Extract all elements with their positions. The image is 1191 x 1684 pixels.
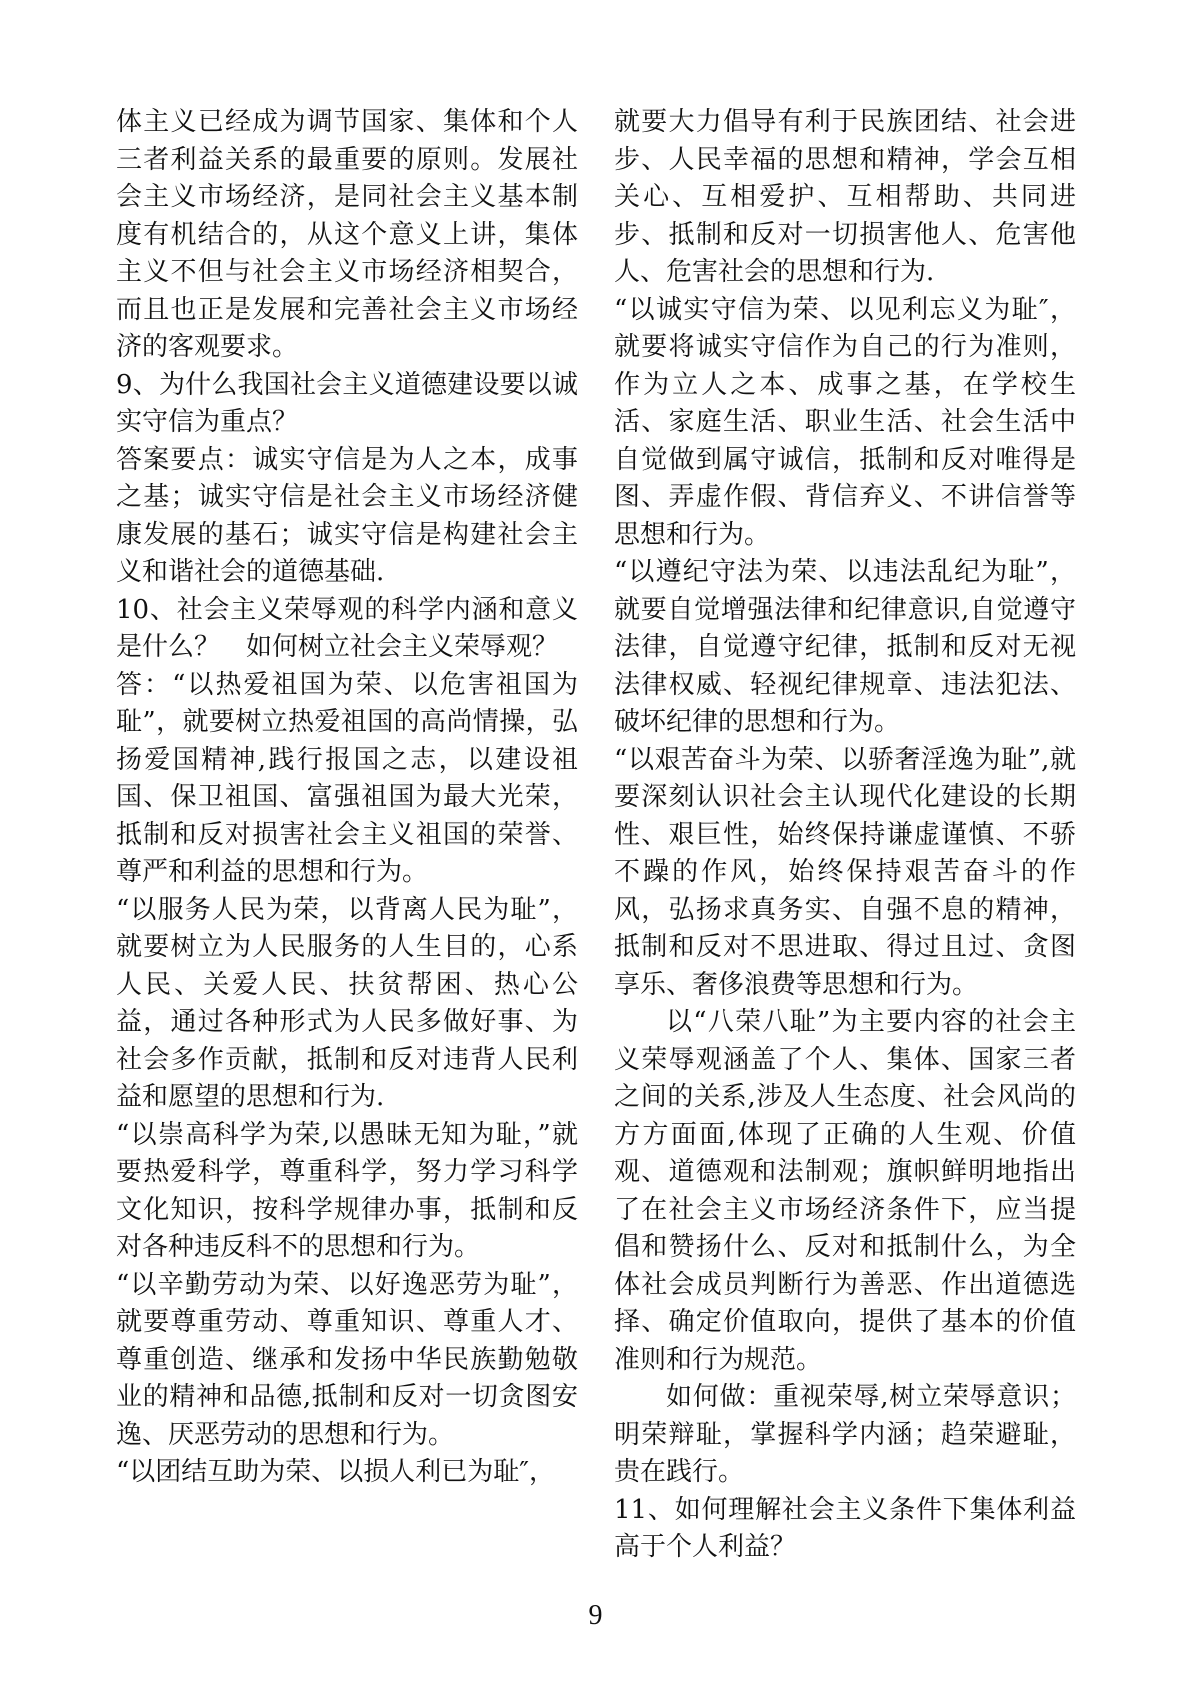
left-column	[116, 104, 578, 1564]
answer-10-science: “以崇高科学为荣,以愚昧无知为耻，”就要热爱科学，尊重科学，努力学习科学文化知识，按科学规律办事，抵制和反对各种违反科不的思想和行为。	[116, 1119, 578, 1262]
answer-10-summary: 以“八荣八耻”为主要内容的社会主义荣辱观涵盖了个人、集体、国家三者之间的关系,涉及人生态度、社会风尚的方方面面,体现了正确的人生观、价值观、道德观和法制观；旗帜鲜明地指出了在社会主义市场经济条件下，应当提倡和赞扬什么、反对和抵制什么，为全体社会成员判断行为善恶、作出道德选择、确定价值取向，提供了基本的价值准则和行为规范。	[614, 1007, 1076, 1375]
answer-10-honesty: “以诚实守信为荣、以见利忘义为耻″，就要将诚实守信作为自己的行为准则，作为立人之本、成事之基，在学校生活、家庭生活、职业生活、社会生活中自觉做到属守诚信，抵制和反对唯得是图、弄虚作假、背信弃义、不讲信誉等思想和行为。	[614, 294, 1076, 550]
answer-10-unity-start: “以团结互助为荣、以损人利已为耻″，	[116, 1457, 556, 1487]
answer-10-law: “以遵纪守法为荣、以违法乱纪为耻”，就要自觉增强法律和纪律意识,自觉遵守法律，自觉遵守纪律，抵制和反对无视法律权威、轻视纪律规章、违法犯法、破坏纪律的思想和行为。	[614, 557, 1076, 737]
question-11: 11、如何理解社会主义条件下集体利益高于个人利益？	[614, 1494, 1076, 1562]
answer-10-unity-continued: 就要大力倡导有利于民族团结、社会进步、人民幸福的思想和精神，学会互相关心、互相爱护、互相帮助、共同进步、抵制和反对一切损害他人、危害他人、危害社会的思想和行为.	[614, 107, 1076, 287]
paragraph-collectivism-continued: 体主义已经成为调节国家、集体和个人三者利益关系的最重要的原则。发展社会主义市场经济，是同社会主义基本制度有机结合的，从这个意义上讲，集体主义不但与社会主义市场经济相契合，而且也正是发展和完善社会主义市场经济的客观要求。	[116, 107, 578, 362]
right-column	[614, 104, 1076, 1564]
answer-10-hard-work: “以艰苦奋斗为荣、以骄奢淫逸为耻”,就要深刻认识社会主认现代化建设的长期性、艰巨性，始终保持谦虚谨慎、不骄不躁的作风，始终保持艰苦奋斗的作风，弘扬求真务实、自强不息的精神，抵制和反对不思进取、得过且过、贪图享乐、奢侈浪费等思想和行为。	[614, 744, 1076, 1000]
page-number: 9	[588, 1600, 603, 1631]
question-10: 10、社会主义荣辱观的科学内涵和意义是什么？ 如何树立社会主义荣辱观？	[116, 594, 578, 662]
answer-10-labor: “以辛勤劳动为荣、以好逸恶劳为耻”，就要尊重劳动、尊重知识、尊重人才、尊重创造、继承和发扬中华民族勤勉敬业的精神和品德,抵制和反对一切贪图安逸、厌恶劳动的思想和行为。	[116, 1269, 578, 1450]
answer-10-serve-people: “以服务人民为荣，以背离人民为耻”，就要树立为人民服务的人生目的，心系人民、关爱人民、扶贫帮困、热心公益，通过各种形式为人民多做好事、为社会多作贡献，抵制和反对违背人民利益和愿望的思想和行为.	[116, 894, 578, 1112]
answer-10-patriotism: 答：“以热爱祖国为荣、以危害祖国为耻”，就要树立热爱祖国的高尚情操，弘扬爱国精神,践行报国之志，以建设祖国、保卫祖国、富强祖国为最大光荣，抵制和反对损害社会主义祖国的荣誉、尊严和利益的思想和行为。	[116, 669, 578, 887]
answer-10-how-to: 如何做：重视荣辱,树立荣辱意识；明荣辩耻，掌握科学内涵；趋荣避耻，贵在践行。	[614, 1382, 1076, 1487]
question-9: 9、为什么我国社会主义道德建设要以诚实守信为重点？	[116, 369, 578, 437]
answer-9: 答案要点：诚实守信是为人之本，成事之基；诚实守信是社会主义市场经济健康发展的基石；诚实守信是构建社会主义和谐社会的道德基础.	[116, 444, 578, 587]
